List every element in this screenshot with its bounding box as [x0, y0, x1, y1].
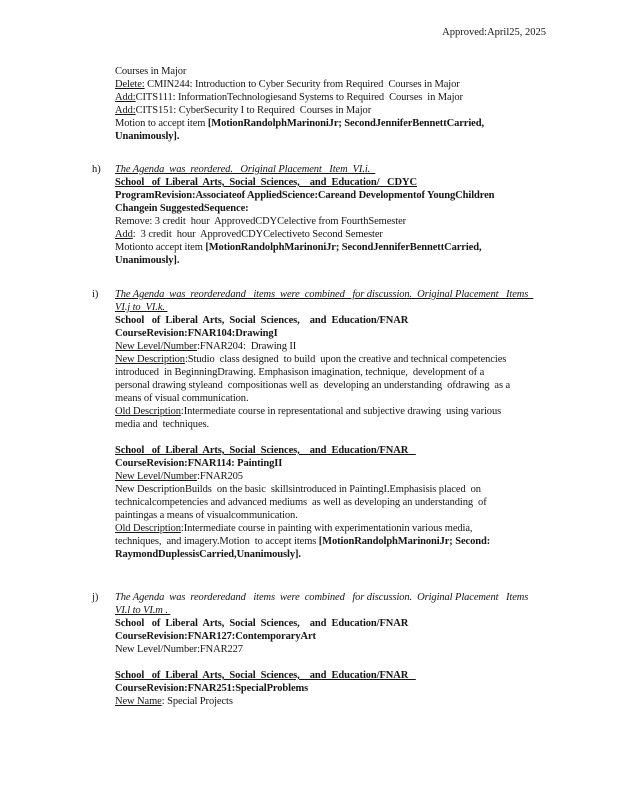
blank-line [115, 431, 555, 444]
text-line [115, 535, 555, 548]
text-run: [MotionRandolphMarinoniJr; SecondJenniferBennettCarried, [207, 118, 485, 129]
text-run: means of visual communication. [115, 393, 249, 404]
text-run: : Special Projects [161, 696, 233, 707]
text-run: :Studio class designed to build upon the creative and technical competencies [184, 354, 507, 365]
text-line [115, 202, 555, 215]
item-marker: i) [92, 289, 99, 300]
text-line [115, 509, 555, 522]
text-run: paintingas a means of visualcommunication. [115, 510, 298, 521]
text-run: The Agenda was reorderedand items were combined for discussion. Original Placement Items [115, 592, 529, 603]
text-line [115, 228, 555, 241]
text-run: Courses in Major [115, 66, 187, 77]
text-line [115, 682, 555, 695]
text-line [115, 617, 555, 630]
text-run: :Intermediate course in painting with experimentationin various media, [180, 523, 473, 534]
text-run: :FNAR204: Drawing II [197, 341, 297, 352]
text-line [115, 444, 555, 457]
text-line [115, 340, 555, 353]
text-line [115, 301, 555, 314]
text-line [115, 470, 555, 483]
text-run: New Level/Number:FNAR227 [115, 644, 243, 655]
text-line [115, 695, 555, 708]
text-run: Unanimously]. [115, 131, 180, 142]
text-line [115, 392, 555, 405]
text-line [115, 548, 555, 561]
text-run: CITS111: InformationTechnologiesand Systems to Required Courses in Major [135, 92, 463, 103]
text-line [115, 418, 555, 431]
text-line [115, 176, 555, 189]
text-run: School of Liberal Arts, Social Sciences, and Education/FNAR [115, 670, 416, 681]
text-line [115, 163, 555, 176]
text-run: introduced in BeginningDrawing. Emphasison imagination, technique, development of a [115, 367, 485, 378]
text-run: School of Liberal Arts, Social Sciences, and Education/FNAR [115, 618, 409, 629]
text-line [115, 643, 555, 656]
text-run: VI.l to VI.m . [115, 605, 171, 616]
text-run: CourseRevision:FNAR251:SpecialProblems [115, 683, 309, 694]
text-line [115, 630, 555, 643]
item-marker: j) [92, 592, 99, 603]
text-run: Add [115, 229, 133, 240]
text-line [115, 496, 555, 509]
agenda-item-block [92, 288, 555, 561]
text-run: Add: [115, 105, 136, 116]
agenda-item-block [92, 163, 555, 267]
blank-line [115, 656, 555, 669]
text-line [115, 130, 555, 143]
text-line [115, 78, 555, 91]
text-run: School of Liberal Arts, Social Sciences, and Education/FNAR [115, 445, 416, 456]
text-run: Old Description [115, 523, 181, 534]
text-run: School of Liberal Arts, Social Sciences, and Education/FNAR [115, 315, 409, 326]
text-run: Motionto accept item [115, 242, 206, 253]
text-line [115, 189, 555, 202]
text-run: Old Description [115, 406, 181, 417]
document-body [92, 65, 555, 708]
text-run: Motion to accept item [115, 118, 208, 129]
text-run: techniques, and imagery.Motion to accept items [115, 536, 319, 547]
text-run: [MotionRandolphMarinoniJr; Second: [318, 536, 491, 547]
text-run: New Level/Number [115, 341, 198, 352]
text-run: ProgramRevision:Associateof AppliedScience:Careand Developmentof YoungChildren [115, 190, 495, 201]
text-run: personal drawing styleand compositionas well as developing an understanding ofdrawing as a [115, 380, 511, 391]
text-line [115, 379, 555, 392]
text-run: CourseRevision:FNAR104:DrawingI [115, 328, 278, 339]
text-line [115, 591, 555, 604]
text-run: New DescriptionBuilds on the basic skillsintroduced in PaintingI.Emphasisis placed on [115, 484, 481, 495]
text-line [115, 669, 555, 682]
text-line [115, 104, 555, 117]
text-line [115, 215, 555, 228]
text-line [115, 288, 555, 301]
text-run: School of Liberal Arts, Social Sciences, and Education/ CDYC [115, 177, 417, 188]
text-run: :Intermediate course in representational and subjective drawing using various [180, 406, 502, 417]
agenda-item-block [92, 591, 555, 708]
text-line [115, 457, 555, 470]
text-line [115, 91, 555, 104]
text-run: CourseRevision:FNAR114: PaintingII [115, 458, 283, 469]
agenda-item-block [115, 65, 555, 143]
text-run: CITS151: CyberSecurity I to Required Courses in Major [135, 105, 372, 116]
text-line [115, 117, 555, 130]
text-run: RaymondDuplessisCarried,Unanimously]. [115, 549, 301, 560]
text-line [115, 353, 555, 366]
text-line [115, 522, 555, 535]
text-line [115, 241, 555, 254]
text-run: Changein SuggestedSequence: [115, 203, 249, 214]
text-line [115, 405, 555, 418]
text-run: Unanimously]. [115, 255, 180, 266]
text-line [115, 314, 555, 327]
text-run: New Level/Number [115, 471, 198, 482]
text-line [115, 65, 555, 78]
text-run: :FNAR205 [197, 471, 243, 482]
text-line [115, 366, 555, 379]
item-marker: h) [92, 164, 101, 175]
text-run: Delete: [115, 79, 145, 90]
text-run: The Agenda was reorderedand items were combined for discussion. Original Placement Items [115, 289, 534, 300]
text-line [115, 483, 555, 496]
text-run: CMIN244: Introduction to Cyber Security from Required Courses in Major [144, 79, 460, 90]
text-run: The Agenda was reordered. Original Placement Item VI.i. [115, 164, 376, 175]
text-run: : 3 credit hour ApprovedCDYCelectiveto Second Semester [132, 229, 383, 240]
text-run: media and techniques. [115, 419, 210, 430]
text-line [115, 327, 555, 340]
text-run: New Description [115, 354, 185, 365]
text-run: technicalcompetencies and advanced mediums as well as developing an understanding of [115, 497, 487, 508]
text-run: [MotionRandolphMarinoniJr; SecondJenniferBennettCarried, [205, 242, 482, 253]
text-run: Add: [115, 92, 136, 103]
text-line [115, 604, 555, 617]
text-run: VI.j to VI.k. [115, 302, 168, 313]
text-line [115, 254, 555, 267]
approved-date: Approved:April25, 2025 [442, 27, 546, 38]
text-run: Remove: 3 credit hour ApprovedCDYCelective from FourthSemester [115, 216, 407, 227]
text-run: CourseRevision:FNAR127:ContemporaryArt [115, 631, 316, 642]
text-run: New Name [115, 696, 162, 707]
